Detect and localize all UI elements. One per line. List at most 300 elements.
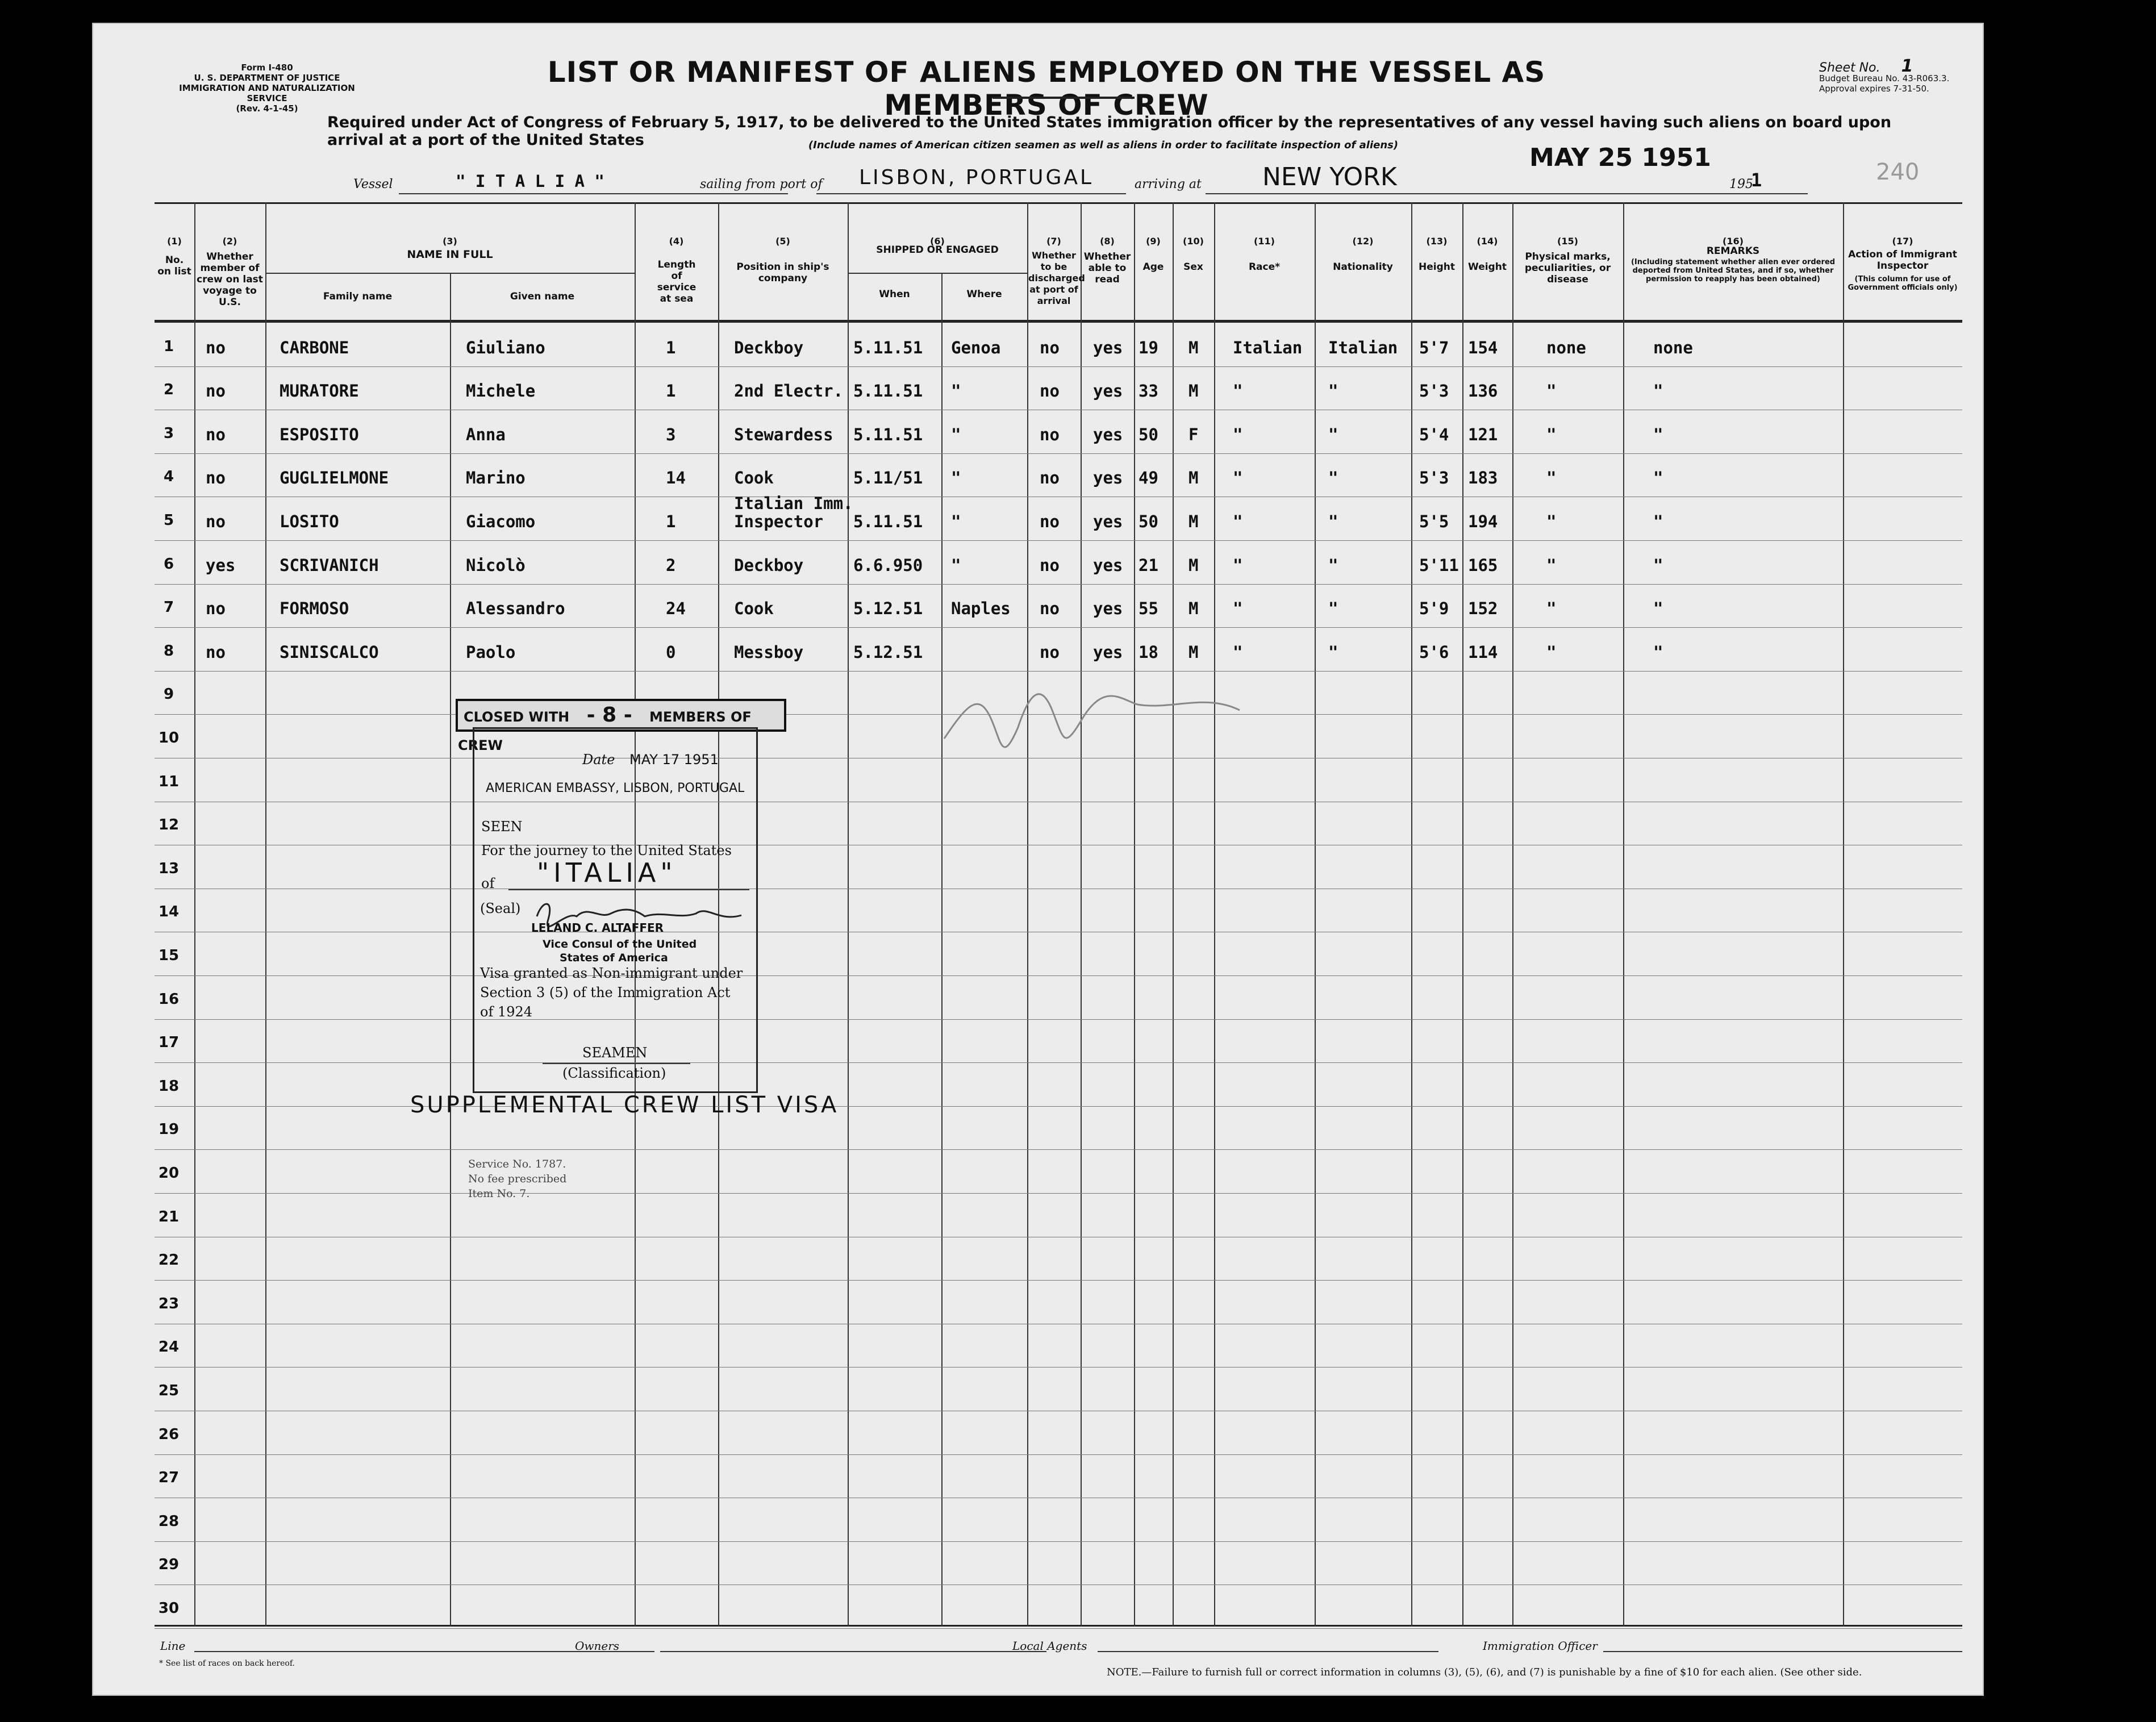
fee-note: No fee prescribed	[468, 1173, 567, 1185]
stamp-ship-line	[508, 889, 749, 890]
subheader-line	[848, 273, 1027, 274]
cell-race: "	[1233, 555, 1243, 575]
footer-agents-rule	[1098, 1651, 1438, 1652]
cell-sex: M	[1188, 599, 1199, 619]
stamp-visa-line-3: of 1924	[480, 1004, 533, 1020]
stamp-date: MAY 17 1951	[629, 752, 719, 768]
cell-able-to-read: yes	[1093, 337, 1123, 357]
cell-able-to-read: yes	[1093, 381, 1123, 401]
cell-able-to-read: yes	[1093, 642, 1123, 662]
col-line	[1411, 202, 1412, 1627]
cell-weight: 165	[1468, 555, 1498, 575]
stamp-seal-label: (Seal)	[480, 900, 521, 916]
cell-prev-voyage: no	[206, 599, 226, 619]
cell-age: 19	[1139, 337, 1158, 357]
header-shipped-where: Where	[966, 289, 1002, 300]
cell-shipped-where: "	[951, 381, 961, 401]
header-no-on-list: No. on list	[157, 255, 191, 277]
cell-remarks: "	[1653, 555, 1663, 575]
cell-race: "	[1233, 642, 1243, 662]
col-line	[1173, 202, 1174, 1627]
cell-height: 5'7	[1419, 337, 1449, 357]
cell-age: 50	[1139, 424, 1158, 444]
cell-given-name: Nicolò	[466, 555, 526, 575]
cell-height: 5'3	[1419, 381, 1449, 401]
requirement-text: Required under Act of Congress of February 5, 1917, to be delivered to the United States immigration officer by the representatives of any vessel having such aliens on board upon arrival at a port of the United States	[327, 114, 1892, 149]
footer-officer: Immigration Officer	[1483, 1639, 1598, 1653]
col-num-14: (14)	[1477, 236, 1498, 247]
cell-remarks: "	[1653, 424, 1663, 444]
row-number: 25	[158, 1382, 180, 1399]
row-number: 6	[163, 555, 174, 573]
header-race: Race*	[1248, 261, 1281, 273]
cell-weight: 121	[1468, 424, 1498, 444]
cell-race: "	[1233, 599, 1243, 619]
cell-nationality: "	[1328, 599, 1338, 619]
header-name-in-full: NAME IN FULL	[407, 248, 493, 261]
cell-able-to-read: yes	[1093, 555, 1123, 575]
cell-shipped-when: 5.12.51	[853, 642, 923, 662]
arrival-line	[1206, 193, 1808, 194]
col-line	[194, 202, 195, 1627]
approval-expiry: Approval expires 7-31-50.	[1819, 84, 1929, 94]
row-number: 13	[158, 860, 180, 877]
arrival-port: NEW YORK	[1262, 162, 1397, 191]
col-num-8: (8)	[1100, 236, 1115, 247]
cell-prev-voyage: no	[206, 512, 226, 531]
header-able-read: Whether able to read	[1083, 251, 1131, 285]
col-num-10: (10)	[1183, 236, 1204, 247]
cell-physical-marks: "	[1546, 381, 1557, 401]
service-number: Service No. 1787.	[468, 1158, 566, 1170]
cell-remarks: "	[1653, 512, 1663, 531]
col-num-2: (2)	[222, 236, 237, 247]
row-number: 9	[163, 686, 174, 703]
cell-shipped-when: 5.11.51	[853, 512, 923, 531]
cell-race: "	[1233, 468, 1243, 488]
cell-physical-marks: "	[1546, 424, 1557, 444]
cell-position: Deckboy	[734, 555, 804, 575]
row-rule	[155, 1541, 1962, 1542]
header-shipped: SHIPPED OR ENGAGED	[876, 244, 999, 256]
row-rule	[155, 1019, 1962, 1020]
cell-nationality: "	[1328, 424, 1338, 444]
cell-length-of-service: 1	[666, 512, 676, 531]
cell-position: 2nd Electr.	[734, 381, 844, 401]
cell-position: Stewardess	[734, 424, 833, 444]
arriving-label: arriving at	[1135, 177, 1202, 191]
stamp-officer: LELAND C. ALTAFFER	[531, 921, 664, 935]
cell-nationality: "	[1328, 642, 1338, 662]
stamp-class: SEAMEN	[582, 1045, 648, 1061]
cell-length-of-service: 1	[666, 381, 676, 401]
row-rule	[155, 366, 1962, 367]
col-num-6: (6)	[930, 236, 945, 247]
header-action: Action of Immigrant Inspector	[1848, 249, 1957, 272]
col-num-15: (15)	[1557, 236, 1578, 247]
cell-discharged: no	[1040, 599, 1060, 619]
stamp-journey: For the journey to the United States	[481, 843, 732, 858]
cell-physical-marks: "	[1546, 512, 1557, 531]
cell-discharged: no	[1040, 468, 1060, 488]
row-number: 21	[158, 1208, 180, 1225]
col-num-9: (9)	[1146, 236, 1161, 247]
cell-nationality: "	[1328, 512, 1338, 531]
row-number: 14	[158, 903, 180, 921]
cell-length-of-service: 3	[666, 424, 676, 444]
cell-given-name: Anna	[466, 424, 506, 444]
vessel-line	[399, 193, 788, 194]
row-number: 1	[163, 337, 174, 355]
cell-position: Inspector	[734, 512, 824, 531]
cell-nationality: "	[1328, 468, 1338, 488]
footer-officer-rule	[1603, 1651, 1962, 1652]
stamp-seen: SEEN	[481, 819, 523, 835]
row-number: 29	[158, 1556, 180, 1574]
year-prefix: 195	[1729, 177, 1753, 191]
header-physical-marks: Physical marks, peculiarities, or disease	[1524, 251, 1611, 285]
cell-able-to-read: yes	[1093, 512, 1123, 531]
cell-length-of-service: 0	[666, 642, 676, 662]
cell-prev-voyage: no	[206, 468, 226, 488]
cell-family-name: GUGLIELMONE	[280, 468, 389, 488]
row-number: 16	[158, 990, 180, 1008]
department: U. S. DEPARTMENT OF JUSTICE	[194, 73, 340, 83]
cell-prev-voyage: no	[206, 642, 226, 662]
cell-sex: M	[1188, 512, 1199, 531]
cell-discharged: no	[1040, 337, 1060, 357]
col-line	[848, 202, 849, 1627]
cell-sex: M	[1188, 468, 1199, 488]
footer-note: NOTE.—Failure to furnish full or correct information in columns (3), (5), (6), and (7) is punishable by a fine of $10 for each alien. (See other side.	[1107, 1666, 1862, 1678]
cell-age: 49	[1139, 468, 1158, 488]
cell-able-to-read: yes	[1093, 424, 1123, 444]
cell-discharged: no	[1040, 381, 1060, 401]
row-number: 23	[158, 1295, 180, 1312]
cell-length-of-service: 1	[666, 337, 676, 357]
col-line	[941, 273, 943, 1627]
cell-discharged: no	[1040, 512, 1060, 531]
col-line	[450, 273, 451, 1627]
cell-remarks: "	[1653, 381, 1663, 401]
table-header-bottom	[155, 320, 1962, 323]
cell-remarks: "	[1653, 599, 1663, 619]
cell-age: 33	[1139, 381, 1158, 401]
cell-remarks: "	[1653, 468, 1663, 488]
include-note: (Include names of American citizen seamen as well as aliens in order to facilitate inspection of aliens)	[808, 139, 1399, 151]
departure-port: LISBON, PORTUGAL	[859, 166, 1094, 189]
cell-length-of-service: 24	[666, 599, 686, 619]
cell-race: Italian	[1233, 337, 1303, 357]
form-id-block	[159, 62, 375, 114]
cell-given-name: Giacomo	[466, 512, 536, 531]
cell-age: 21	[1139, 555, 1158, 575]
row-number: 18	[158, 1077, 180, 1095]
col-line	[1462, 202, 1463, 1627]
footer-race-note: * See list of races on back hereof.	[159, 1659, 295, 1668]
row-number: 30	[158, 1600, 180, 1617]
row-number: 26	[158, 1425, 180, 1443]
col-line	[1843, 202, 1844, 1627]
col-line	[1623, 202, 1624, 1627]
header-age: Age	[1142, 261, 1164, 273]
row-rule	[155, 975, 1962, 976]
supplemental-note: SUPPLEMENTAL CREW LIST VISA	[410, 1092, 839, 1118]
row-number: 12	[158, 816, 180, 834]
stamp-officer-title-2: States of America	[560, 952, 668, 964]
cell-length-of-service: 14	[666, 468, 686, 488]
cell-family-name: MURATORE	[280, 381, 359, 401]
header-position: Position in ship's company	[736, 261, 829, 284]
cell-position: Cook	[734, 599, 774, 619]
cell-weight: 136	[1468, 381, 1498, 401]
col-num-17: (17)	[1892, 236, 1913, 247]
cell-height: 5'9	[1419, 599, 1449, 619]
cell-shipped-where: "	[951, 555, 961, 575]
row-rule	[155, 453, 1962, 454]
header-length-service: Length of service at sea	[657, 259, 697, 305]
cell-physical-marks: "	[1546, 642, 1557, 662]
table-frame-top	[155, 202, 1962, 204]
row-number: 11	[158, 773, 180, 790]
cell-physical-marks: "	[1546, 468, 1557, 488]
row-number: 24	[158, 1339, 180, 1356]
form-number: Form I-480	[241, 62, 293, 73]
cell-shipped-when: 5.12.51	[853, 599, 923, 619]
cell-prev-voyage: no	[206, 337, 226, 357]
cell-shipped-when: 6.6.950	[853, 555, 923, 575]
col-line	[1134, 202, 1135, 1627]
row-rule	[155, 1149, 1962, 1150]
cell-nationality: Italian	[1328, 337, 1398, 357]
cell-height: 5'3	[1419, 468, 1449, 488]
manifest-sheet	[92, 23, 1984, 1696]
row-rule	[155, 1062, 1962, 1063]
header-given-name: Given name	[510, 291, 575, 302]
col-line	[1315, 202, 1316, 1627]
row-number: 10	[158, 729, 180, 747]
col-num-3: (3)	[443, 236, 457, 247]
cell-able-to-read: yes	[1093, 468, 1123, 488]
stamp-number: 240	[1876, 159, 1920, 185]
initials-scribble	[933, 659, 1251, 773]
row-number: 5	[163, 512, 174, 529]
cell-shipped-where: "	[951, 468, 961, 488]
row-number: 19	[158, 1121, 180, 1139]
cell-weight: 114	[1468, 642, 1498, 662]
row-number: 28	[158, 1512, 180, 1530]
cell-prev-voyage: no	[206, 381, 226, 401]
cell-weight: 152	[1468, 599, 1498, 619]
cell-position: Deckboy	[734, 337, 804, 357]
cell-height: 5'4	[1419, 424, 1449, 444]
cell-physical-marks: "	[1546, 599, 1557, 619]
cell-given-name: Paolo	[466, 642, 516, 662]
stamp-officer-title-1: Vice Consul of the United	[543, 938, 697, 950]
cell-weight: 194	[1468, 512, 1498, 531]
row-number: 2	[163, 381, 174, 399]
cell-race: "	[1233, 512, 1243, 531]
revision: (Rev. 4-1-45)	[236, 103, 298, 114]
footer-line: Line	[160, 1639, 186, 1653]
cell-position: Messboy	[734, 642, 804, 662]
sheet-number: 1	[1901, 56, 1913, 76]
stamp-visa-line-2: Section 3 (5) of the Immigration Act	[480, 985, 731, 1000]
cell-family-name: LOSITO	[280, 512, 339, 531]
cell-remarks: "	[1653, 642, 1663, 662]
cell-given-name: Marino	[466, 468, 526, 488]
col-line	[1214, 202, 1215, 1627]
cell-shipped-where: Naples	[951, 599, 1011, 619]
cell-sex: F	[1188, 424, 1199, 444]
col-line	[1027, 202, 1028, 1627]
row-number: 15	[158, 947, 180, 964]
col-num-11: (11)	[1254, 236, 1275, 247]
cell-weight: 183	[1468, 468, 1498, 488]
cell-shipped-when: 5.11/51	[853, 468, 923, 488]
cell-discharged: no	[1040, 642, 1060, 662]
row-number: 7	[163, 599, 174, 616]
col-num-5: (5)	[775, 236, 790, 247]
header-remarks: REMARKS	[1706, 245, 1760, 257]
row-rule	[155, 540, 1962, 541]
row-number: 20	[158, 1165, 180, 1182]
footer-owners-rule	[660, 1651, 1046, 1652]
vessel-name: " I T A L I A "	[456, 172, 604, 191]
cell-discharged: no	[1040, 555, 1060, 575]
cell-race: "	[1233, 381, 1243, 401]
cell-nationality: "	[1328, 555, 1338, 575]
year-suffix: 1	[1751, 169, 1762, 191]
cell-shipped-where: "	[951, 424, 961, 444]
cell-shipped-when: 5.11.51	[853, 381, 923, 401]
header-family-name: Family name	[323, 291, 393, 302]
header-shipped-when: When	[879, 289, 910, 300]
cell-height: 5'5	[1419, 512, 1449, 531]
closed-suffix: MEMBERS OF CREW	[458, 709, 752, 753]
header-last-voyage: Whether member of crew on last voyage to U.S.	[197, 251, 263, 308]
col-num-4: (4)	[669, 236, 684, 247]
port-line	[816, 193, 1126, 194]
cell-sex: M	[1188, 337, 1199, 357]
stamp-ship: "ITALIA"	[537, 857, 677, 888]
vessel-label: Vessel	[353, 177, 393, 191]
row-rule	[155, 1280, 1962, 1281]
row-rule	[155, 1454, 1962, 1455]
footer-agents: Local Agents	[1012, 1639, 1087, 1653]
item-number: Item No. 7.	[468, 1187, 530, 1200]
cell-shipped-where: Genoa	[951, 337, 1001, 357]
cell-nationality: "	[1328, 381, 1338, 401]
closed-count: - 8 -	[586, 703, 632, 727]
cell-family-name: SCRIVANICH	[280, 555, 379, 575]
cell-physical-marks: "	[1546, 555, 1557, 575]
cell-given-name: Giuliano	[466, 337, 545, 357]
cell-age: 55	[1139, 599, 1158, 619]
cell-position-above: Italian Imm.	[734, 494, 853, 513]
cell-prev-voyage: no	[206, 424, 226, 444]
header-weight: Weight	[1468, 261, 1507, 273]
stamp-class-label: (Classification)	[562, 1065, 666, 1081]
header-remarks-sub: (Including statement whether alien ever ordered deported from United States, and if so, whether permission to reapply has been obtained)	[1630, 258, 1836, 283]
col-num-7: (7)	[1046, 236, 1061, 247]
closed-prefix: CLOSED WITH	[464, 709, 570, 725]
sheet-label: Sheet No.	[1819, 61, 1880, 75]
cell-discharged: no	[1040, 424, 1060, 444]
cell-able-to-read: yes	[1093, 599, 1123, 619]
cell-age: 18	[1139, 642, 1158, 662]
row-number: 17	[158, 1034, 180, 1052]
stamp-date-label: Date	[582, 752, 615, 768]
cell-position: Cook	[734, 468, 774, 488]
cell-height: 5'11	[1419, 555, 1459, 575]
row-number: 27	[158, 1469, 180, 1487]
sailing-label: sailing from port of	[700, 177, 823, 191]
visa-stamp	[473, 727, 758, 1093]
col-line	[265, 202, 266, 1627]
header-action-sub: (This column for use of Government officials only)	[1848, 275, 1958, 292]
stamp-embassy: AMERICAN EMBASSY, LISBON, PORTUGAL	[486, 781, 745, 795]
row-number: 4	[163, 468, 174, 486]
row-number: 8	[163, 642, 174, 660]
cell-physical-marks: none	[1546, 337, 1586, 357]
col-line	[1512, 202, 1513, 1627]
cell-weight: 154	[1468, 337, 1498, 357]
row-rule	[155, 1628, 1962, 1629]
budget-number: Budget Bureau No. 43-R063.3.	[1819, 73, 1950, 84]
cell-sex: M	[1188, 555, 1199, 575]
stamp-visa-line-1: Visa granted as Non-immigrant under	[480, 965, 743, 981]
document-title: LIST OR MANIFEST OF ALIENS EMPLOYED ON THE VESSEL AS MEMBERS OF CREW	[547, 56, 1546, 122]
col-num-16: (16)	[1723, 236, 1744, 247]
cell-length-of-service: 2	[666, 555, 676, 575]
header-nationality: Nationality	[1333, 261, 1393, 273]
cell-family-name: FORMOSO	[280, 599, 349, 619]
cell-given-name: Michele	[466, 381, 536, 401]
service-note	[468, 1157, 566, 1201]
stamp-class-line	[543, 1063, 690, 1064]
header-height: Height	[1419, 261, 1455, 273]
row-rule	[155, 584, 1962, 585]
header-sex: Sex	[1183, 261, 1203, 273]
cell-given-name: Alessandro	[466, 599, 565, 619]
cell-shipped-when: 5.11.51	[853, 424, 923, 444]
cell-prev-voyage: yes	[206, 555, 236, 575]
cell-age: 50	[1139, 512, 1158, 531]
header-discharged: Whether to be discharged at port of arrival	[1028, 250, 1085, 306]
cell-remarks: none	[1653, 337, 1693, 357]
cell-height: 5'6	[1419, 642, 1449, 662]
cell-race: "	[1233, 424, 1243, 444]
col-num-1: (1)	[167, 236, 182, 247]
subheader-line	[265, 273, 635, 274]
cell-shipped-when: 5.11.51	[853, 337, 923, 357]
col-line	[1081, 202, 1082, 1627]
cell-sex: M	[1188, 381, 1199, 401]
stamp-of-label: of	[481, 875, 495, 891]
service-name: IMMIGRATION AND NATURALIZATION SERVICE	[179, 83, 355, 103]
row-number: 3	[163, 424, 174, 442]
col-num-12: (12)	[1352, 236, 1374, 247]
arrival-date-stamp: MAY 25 1951	[1529, 143, 1711, 172]
cell-family-name: SINISCALCO	[280, 642, 379, 662]
row-rule	[155, 627, 1962, 628]
table-frame-bottom	[155, 1625, 1962, 1627]
title-underline	[992, 97, 1135, 99]
row-number: 22	[158, 1252, 180, 1269]
col-num-13: (13)	[1426, 236, 1448, 247]
footer-owners: Owners	[575, 1639, 620, 1653]
